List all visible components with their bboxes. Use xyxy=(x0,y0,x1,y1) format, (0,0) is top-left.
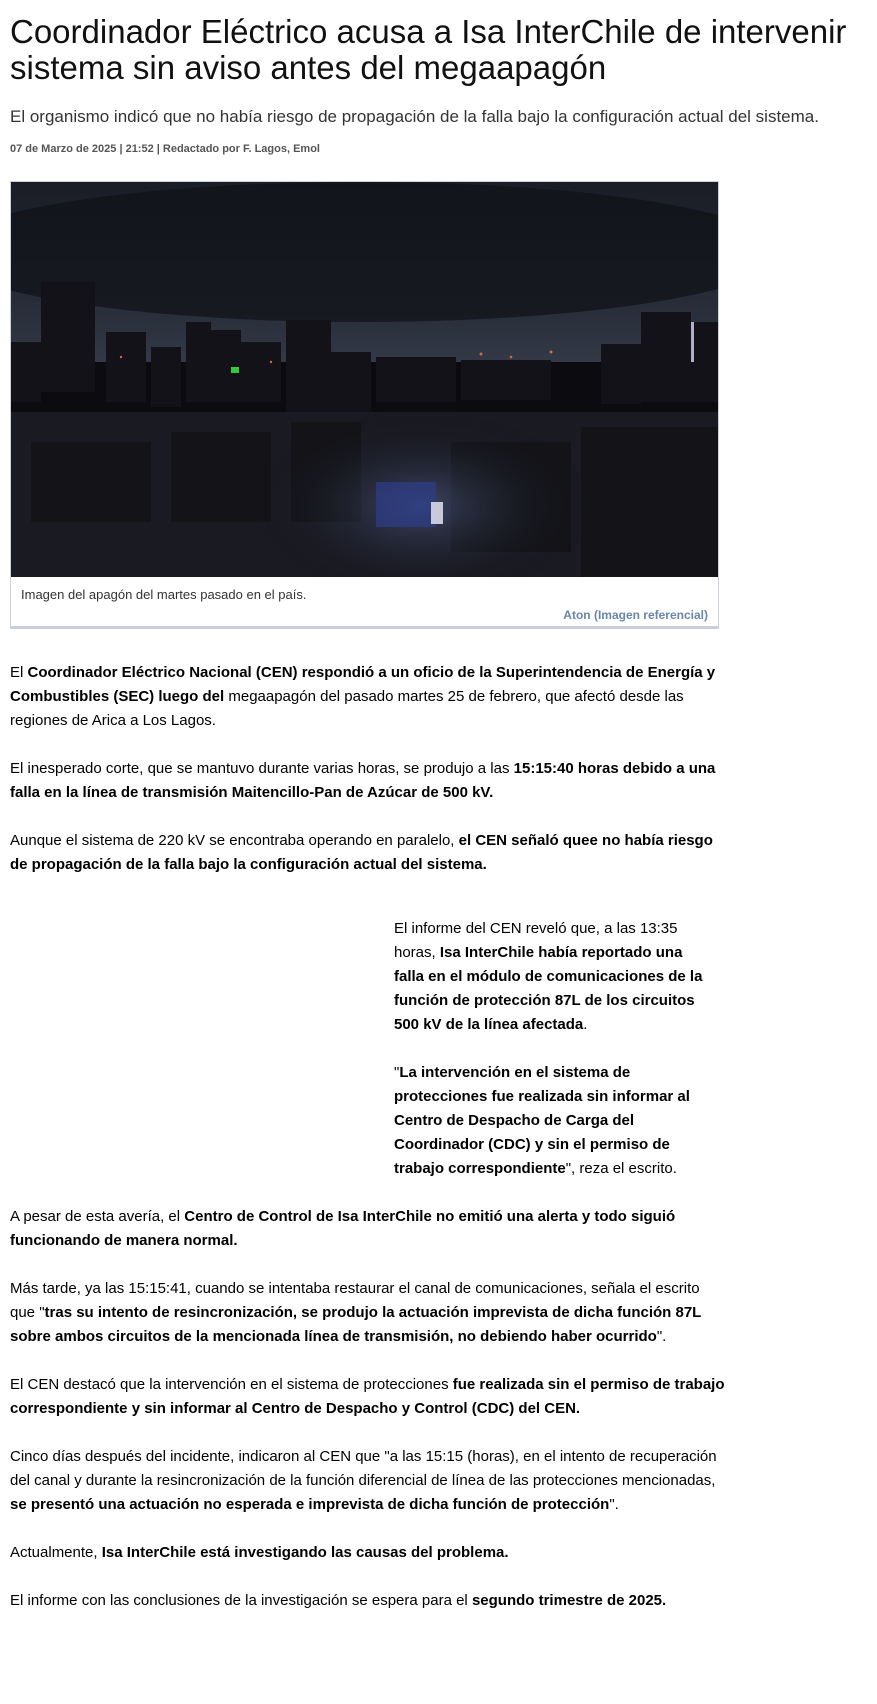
article xyxy=(0,14,877,1613)
paragraph-text: ". xyxy=(656,1328,667,1345)
paragraph-text: El CEN destacó que la intervención en el sistema de protecciones xyxy=(10,1376,453,1393)
paragraph xyxy=(10,1373,725,1421)
paragraph xyxy=(10,757,725,805)
blackout-city-photo xyxy=(11,182,718,577)
paragraph-bold: Isa InterChile está investigando las causas del problema. xyxy=(101,1544,509,1561)
paragraph-text: A pesar de esta avería, el xyxy=(10,1208,185,1225)
paragraph-bold: segundo trimestre de 2025. xyxy=(471,1592,667,1609)
paragraph-text: " xyxy=(394,1064,400,1081)
paragraph-text: Cinco días después del incidente, indicaron al CEN que "a las 15:15 (horas), en el intento de recuperación del canal y durante la resincronización de la función diferencial de línea de las protecciones mencionadas, xyxy=(10,1448,717,1489)
paragraph xyxy=(10,1589,725,1613)
paragraph-bold: el CEN señaló quee no había riesgo de propagación de la falla bajo la configuración actual del sistema. xyxy=(10,832,713,873)
paragraph-text: El informe del CEN reveló que, a las 13:35 horas, xyxy=(394,920,678,961)
paragraph-text: El informe con las conclusiones de la investigación se espera para el xyxy=(10,1592,472,1609)
paragraph xyxy=(10,1277,725,1349)
article-byline: 07 de Marzo de 2025 | 21:52 | Redactado por F. Lagos, Emol xyxy=(10,143,320,155)
paragraph-text: Aunque el sistema de 220 kV se encontraba operando en paralelo, xyxy=(10,832,459,849)
paragraph xyxy=(10,1205,725,1253)
paragraph xyxy=(10,1445,725,1517)
inline-ad-section xyxy=(10,917,725,1181)
paragraph-text: El inesperado corte, que se mantuvo durante varias horas, se produjo a las xyxy=(10,760,514,777)
article-figure xyxy=(10,181,719,629)
article-body xyxy=(10,661,725,1613)
paragraph-bold: Centro de Control de Isa InterChile no emitió una alerta y todo siguió funcionando de manera normal. xyxy=(10,1208,676,1249)
paragraph-bold: tras su intento de resincronización, se produjo la actuación imprevista de dicha función 87L sobre ambos circuitos de la mencionada línea de transmisión, no debiendo haber ocurrido xyxy=(10,1304,702,1345)
paragraph xyxy=(394,1061,714,1181)
paragraph-bold: Coordinador Eléctrico Nacional (CEN) respondió a un oficio de la Superintendencia de Energía y Combustibles (SEC) luego del xyxy=(10,664,716,705)
paragraph-bold: La intervención en el sistema de protecciones fue realizada sin informar al Centro de Despacho de Carga del Coordinador (CDC) y sin el permiso de trabajo correspondiente xyxy=(394,1064,690,1177)
paragraph-text: . xyxy=(583,1016,588,1033)
article-title: Coordinador Eléctrico acusa a Isa InterChile de intervenir sistema sin aviso antes del megaapagón xyxy=(10,13,847,86)
paragraph xyxy=(10,1541,725,1565)
paragraph-bold: Isa InterChile había reportado una falla en el módulo de comunicaciones de la función de protección 87L de los circuitos 500 kV de la línea afectada xyxy=(394,944,703,1033)
paragraph-text: El xyxy=(10,664,28,681)
article-subtitle: El organismo indicó que no había riesgo de propagación de la falla bajo la configuración actual del sistema. xyxy=(10,107,819,126)
paragraph-bold: fue realizada sin el permiso de trabajo correspondiente y sin informar al Centro de Despacho y Control (CDC) del CEN. xyxy=(10,1376,725,1417)
figure-caption: Imagen del apagón del martes pasado en el país. xyxy=(21,587,307,602)
paragraph-text: Más tarde, ya las 15:15:41, cuando se intentaba restaurar el canal de comunicaciones, señala el escrito que " xyxy=(10,1280,700,1321)
ad-placeholder xyxy=(10,917,394,1181)
paragraph xyxy=(10,661,725,733)
paragraph-text: megaapagón del pasado martes 25 de febrero, que afectó desde las regiones de Arica a Los Lagos. xyxy=(10,688,684,729)
side-column xyxy=(394,917,714,1181)
paragraph-bold: se presentó una actuación no esperada e imprevista de dicha función de protección xyxy=(10,1496,610,1513)
paragraph-text: Actualmente, xyxy=(10,1544,102,1561)
paragraph-text: ", reza el escrito. xyxy=(565,1160,677,1177)
paragraph-bold: 15:15:40 horas debido a una falla en la línea de transmisión Maitencillo-Pan de Azúcar de 500 kV. xyxy=(10,760,716,801)
blackout-city-illustration xyxy=(11,182,718,577)
figure-credit: Aton (Imagen referencial) xyxy=(563,608,708,622)
paragraph-text: ". xyxy=(609,1496,619,1513)
paragraph xyxy=(10,829,725,877)
paragraph xyxy=(394,917,714,1037)
